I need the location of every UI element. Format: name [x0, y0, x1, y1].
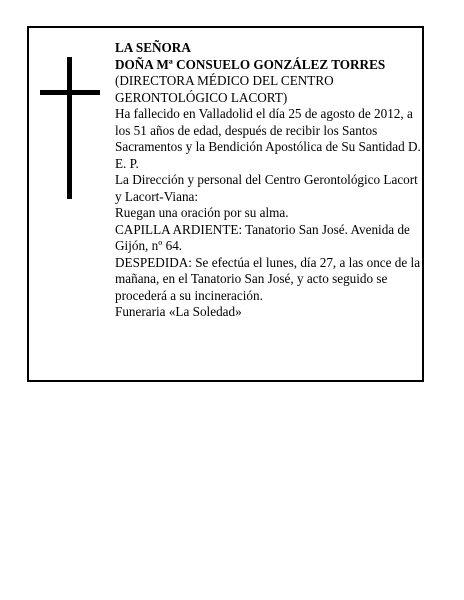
cross-horizontal-bar: [40, 90, 100, 95]
farewell-info: DESPEDIDA: Se efectúa el lunes, día 27, a las once de la mañana, en el Tanatorio San José, y acto seguido se procederá a su incineración.: [115, 254, 421, 303]
mourners: La Dirección y personal del Centro Gerontológico Lacort y Lacort-Viana:: [115, 172, 418, 204]
death-info: Ha fallecido en Valladolid el día 25 de agosto de 2012, a los 51 años de edad, después de recibir los Santos Sacramentos y la Bendición Apostólica de Su Santidad D. E. P.: [115, 106, 421, 171]
title-line-1: LA SEÑORA: [115, 40, 191, 55]
obituary-notice: [27, 26, 424, 382]
deceased-name: DOÑA Mª CONSUELO GONZÁLEZ TORRES: [115, 56, 386, 72]
funeral-home: Funeraria «La Soledad»: [115, 304, 242, 319]
deceased-role: (DIRECTORA MÉDICO DEL CENTRO GERONTOLÓGICO LACORT): [115, 73, 334, 105]
chapel-info: CAPILLA ARDIENTE: Tanatorio San José. Avenida de Gijón, nº 64.: [115, 221, 410, 253]
cross-icon: [40, 57, 100, 199]
cross-vertical-bar: [67, 57, 72, 199]
obituary-text: [115, 40, 421, 321]
prayer-request: Ruegan una oración por su alma.: [115, 205, 289, 220]
